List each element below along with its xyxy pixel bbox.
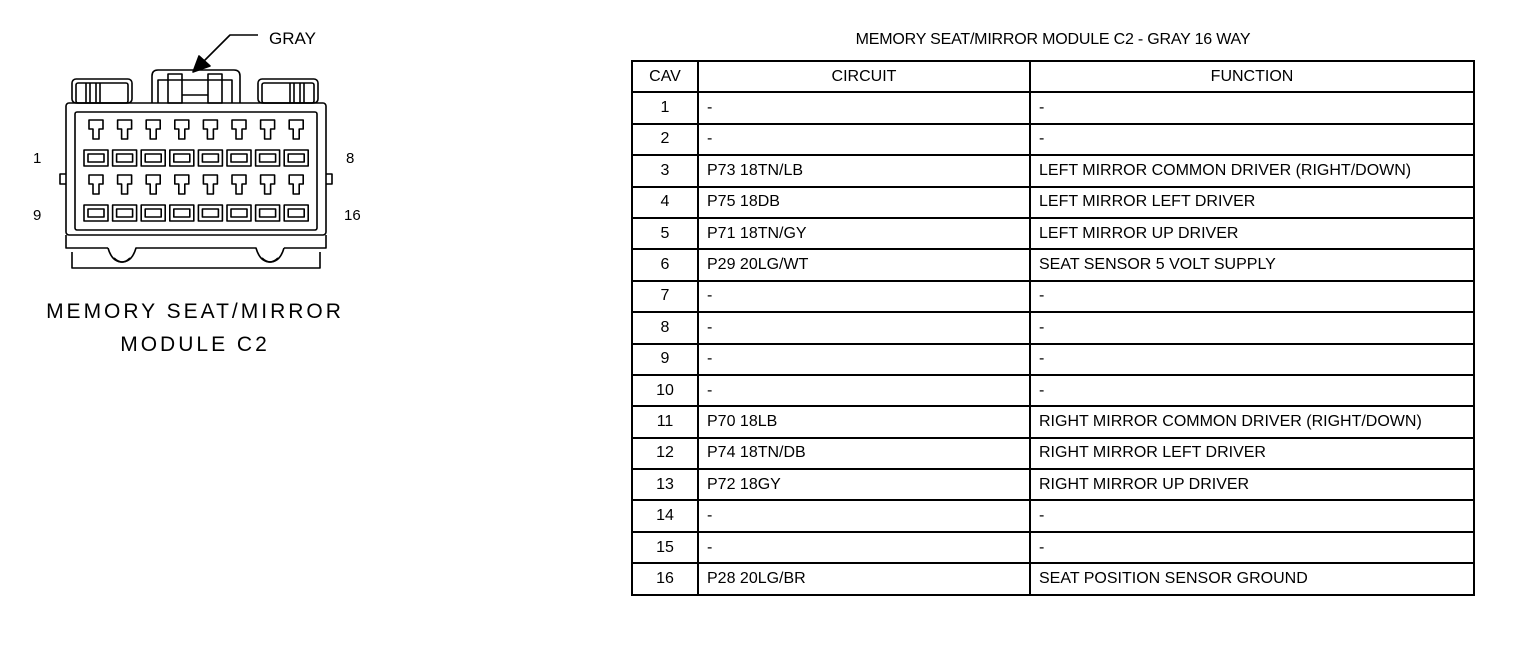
circuit-cell: - <box>698 92 1030 123</box>
cav-cell: 8 <box>632 312 698 343</box>
circuit-cell: P28 20LG/BR <box>698 563 1030 594</box>
circuit-cell: - <box>698 124 1030 155</box>
table-row <box>632 563 1474 594</box>
table-title: MEMORY SEAT/MIRROR MODULE C2 - GRAY 16 WAY <box>855 31 1251 48</box>
terminal-cavity <box>284 120 308 166</box>
cav-cell: 12 <box>632 438 698 469</box>
terminal-cavity <box>198 120 222 166</box>
header-function: FUNCTION <box>1030 61 1474 92</box>
cav-cell: 10 <box>632 375 698 406</box>
function-cell: RIGHT MIRROR UP DRIVER <box>1030 469 1474 500</box>
terminal-cavity <box>84 175 108 221</box>
cav-cell: 11 <box>632 406 698 437</box>
circuit-cell: P75 18DB <box>698 187 1030 218</box>
table-row <box>632 187 1474 218</box>
cav-cell: 7 <box>632 281 698 312</box>
table-row <box>632 312 1474 343</box>
function-cell: - <box>1030 124 1474 155</box>
cav-cell: 4 <box>632 187 698 218</box>
function-cell: RIGHT MIRROR LEFT DRIVER <box>1030 438 1474 469</box>
cav-cell: 16 <box>632 563 698 594</box>
cav-cell: 6 <box>632 249 698 280</box>
terminal-cavity <box>227 120 251 166</box>
circuit-cell: P71 18TN/GY <box>698 218 1030 249</box>
table-row <box>632 469 1474 500</box>
circuit-cell: P73 18TN/LB <box>698 155 1030 186</box>
connector-diagram <box>0 0 400 300</box>
function-cell: LEFT MIRROR LEFT DRIVER <box>1030 187 1474 218</box>
table-row <box>632 344 1474 375</box>
function-cell: RIGHT MIRROR COMMON DRIVER (RIGHT/DOWN) <box>1030 406 1474 437</box>
connector-name-line-1: MEMORY SEAT/MIRROR <box>46 300 344 323</box>
circuit-cell: - <box>698 375 1030 406</box>
circuit-cell: P74 18TN/DB <box>698 438 1030 469</box>
circuit-cell: P72 18GY <box>698 469 1030 500</box>
circuit-cell: - <box>698 500 1030 531</box>
color-callout-arrow <box>193 35 258 72</box>
connector-latches <box>72 70 318 103</box>
terminal-cavity <box>256 120 280 166</box>
terminal-cavity <box>141 120 165 166</box>
cav-cell: 2 <box>632 124 698 155</box>
table-row <box>632 281 1474 312</box>
connector-housing <box>60 103 332 268</box>
cav-cell: 5 <box>632 218 698 249</box>
function-cell: SEAT SENSOR 5 VOLT SUPPLY <box>1030 249 1474 280</box>
terminal-cavity <box>84 120 108 166</box>
header-circuit: CIRCUIT <box>698 61 1030 92</box>
circuit-cell: - <box>698 312 1030 343</box>
terminal-cavity <box>170 175 194 221</box>
table-row <box>632 375 1474 406</box>
table-row <box>632 438 1474 469</box>
terminal-cavity <box>113 175 137 221</box>
function-cell: LEFT MIRROR UP DRIVER <box>1030 218 1474 249</box>
cav-cell: 15 <box>632 532 698 563</box>
connector-pin-grid <box>84 120 308 221</box>
color-callout-label: GRAY <box>269 29 316 48</box>
cav-cell: 1 <box>632 92 698 123</box>
terminal-cavity <box>113 120 137 166</box>
pin-label-9: 9 <box>33 207 42 224</box>
table-row <box>632 500 1474 531</box>
table-row <box>632 249 1474 280</box>
cav-cell: 13 <box>632 469 698 500</box>
function-cell: LEFT MIRROR COMMON DRIVER (RIGHT/DOWN) <box>1030 155 1474 186</box>
table-row <box>632 406 1474 437</box>
pin-label-8: 8 <box>346 150 355 167</box>
connector-name-line-2: MODULE C2 <box>120 333 270 356</box>
table-row <box>632 92 1474 123</box>
cav-cell: 14 <box>632 500 698 531</box>
pinout-table <box>631 60 1475 596</box>
table-row <box>632 155 1474 186</box>
pin-label-1: 1 <box>33 150 42 167</box>
cav-cell: 3 <box>632 155 698 186</box>
function-cell: - <box>1030 92 1474 123</box>
terminal-cavity <box>256 175 280 221</box>
function-cell: - <box>1030 500 1474 531</box>
function-cell: - <box>1030 375 1474 406</box>
table-row <box>632 218 1474 249</box>
function-cell: - <box>1030 532 1474 563</box>
terminal-cavity <box>141 175 165 221</box>
pin-label-16: 16 <box>344 207 361 224</box>
table-header-row <box>632 61 1474 92</box>
circuit-cell: P29 20LG/WT <box>698 249 1030 280</box>
circuit-cell: P70 18LB <box>698 406 1030 437</box>
function-cell: - <box>1030 344 1474 375</box>
table-row <box>632 532 1474 563</box>
table-row <box>632 124 1474 155</box>
terminal-cavity <box>198 175 222 221</box>
terminal-cavity <box>227 175 251 221</box>
function-cell: - <box>1030 281 1474 312</box>
function-cell: SEAT POSITION SENSOR GROUND <box>1030 563 1474 594</box>
circuit-cell: - <box>698 532 1030 563</box>
function-cell: - <box>1030 312 1474 343</box>
circuit-cell: - <box>698 344 1030 375</box>
terminal-cavity <box>170 120 194 166</box>
terminal-cavity <box>284 175 308 221</box>
circuit-cell: - <box>698 281 1030 312</box>
cav-cell: 9 <box>632 344 698 375</box>
header-cav: CAV <box>632 61 698 92</box>
